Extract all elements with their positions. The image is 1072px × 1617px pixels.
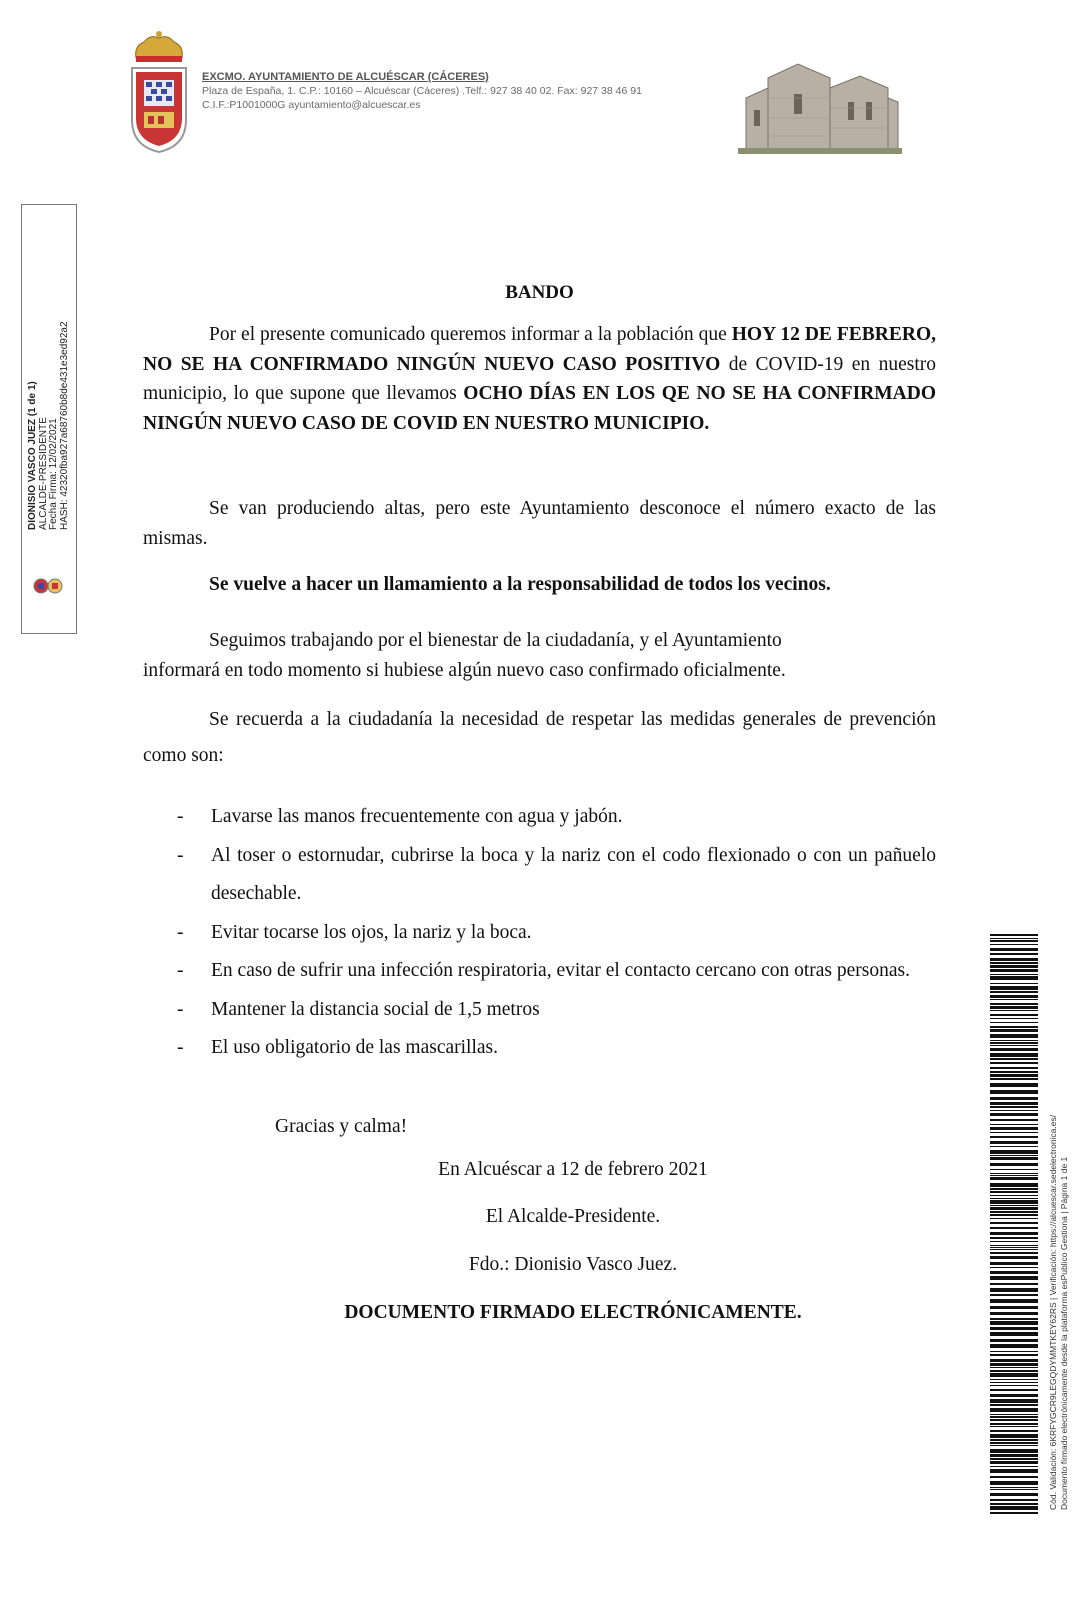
place-and-date: En Alcuéscar a 12 de febrero 2021 (438, 1159, 708, 1180)
barcode-bar (990, 1200, 1038, 1204)
barcode-bar (990, 1071, 1038, 1073)
barcode-bar (990, 1146, 1038, 1147)
barcode-bar (990, 1102, 1038, 1105)
barcode-bar (990, 1423, 1038, 1425)
list-item: - En caso de sufrir una infección respiratoria, evitar el contacto cercano con otras personas. (177, 960, 910, 981)
barcode-bar (990, 1294, 1038, 1296)
seal-icon (31, 575, 65, 597)
barcode-bar (990, 1245, 1038, 1246)
barcode-bar (990, 948, 1038, 951)
barcode-bar (990, 1191, 1038, 1193)
barcode-bar (990, 1419, 1038, 1421)
signer-signature: Fdo.: Dionisio Vasco Juez. (468, 1254, 678, 1275)
signature-date: Fecha Firma: 12/02/2021 (48, 418, 59, 530)
paragraph-4: Seguimos trabajando por el bienestar de la ciudadanía, y el Ayuntamiento informará en todo momento si hubiese algún nuevo caso confirmado oficialmente. (143, 630, 786, 681)
barcode-bar (990, 969, 1038, 972)
barcode-bar (990, 1232, 1038, 1235)
barcode-bar (990, 999, 1038, 1000)
barcode-bar (990, 1318, 1038, 1320)
barcode-bar (990, 1014, 1038, 1016)
barcode-bar (990, 1029, 1038, 1032)
barcode-bar (990, 1445, 1038, 1446)
barcode-bar (990, 1132, 1038, 1133)
barcode-bar (990, 1010, 1038, 1011)
organization-name: EXCMO. AYUNTAMIENTO DE ALCUÉSCAR (CÁCERES) (202, 71, 489, 83)
barcode-bar (990, 1430, 1038, 1432)
document-title: BANDO (505, 282, 574, 303)
barcode-bar (990, 1106, 1038, 1108)
barcode-bar (990, 1124, 1038, 1125)
barcode-bar (990, 1183, 1038, 1187)
barcode-bar (990, 1469, 1038, 1473)
signer-position: El Alcalde-Presidente. (485, 1206, 661, 1227)
barcode-bar (990, 1288, 1038, 1292)
barcode-bar (990, 1207, 1038, 1210)
barcode-bar (990, 1022, 1038, 1023)
barcode-bar (990, 1188, 1038, 1190)
barcode-bar (990, 1489, 1038, 1490)
barcode-bar (990, 1097, 1038, 1100)
verification-text: Cód. Validación: 6KRFYGCR9LEGQDYMMTKEY62RS | Verificación: https://alcuescar.sedelectronica.es/ Documento firmado electrónicamente desde la plataforma esPublico Gestiona | Página 1 de 1 (1048, 1114, 1069, 1510)
barcode-bar (990, 953, 1038, 955)
barcode-bar (990, 1175, 1038, 1176)
barcode-bar (990, 1487, 1038, 1488)
barcode-bar (990, 986, 1038, 990)
barcode-bar (990, 1222, 1038, 1224)
barcode-bar (990, 1389, 1038, 1391)
barcode-bar (990, 1006, 1038, 1009)
barcode-bar (990, 1367, 1038, 1368)
organization-contact: C.I.F.:P1001000G ayuntamiento@alcuescar.es (202, 99, 421, 111)
barcode-bar (990, 1339, 1038, 1342)
barcode-bar (990, 1414, 1038, 1415)
barcode-bar (990, 1499, 1038, 1501)
list-item: - Al toser o estornudar, cubrirse la boca y la nariz con el codo flexionado o con un pañuelo desechable. (177, 844, 936, 904)
list-item: - Mantener la distancia social de 1,5 metros (177, 998, 540, 1020)
barcode-bar (990, 1157, 1038, 1160)
barcode-bar (990, 1110, 1038, 1111)
barcode-bar (990, 1394, 1038, 1397)
barcode-bar (990, 962, 1038, 964)
barcode-bar (990, 1198, 1038, 1199)
barcode-bar (990, 1382, 1038, 1383)
barcode-bar (990, 1354, 1038, 1356)
barcode-bar (990, 1267, 1038, 1268)
barcode-bar (990, 1439, 1038, 1441)
barcode-bar (990, 1127, 1038, 1130)
barcode-bar (990, 1034, 1038, 1038)
barcode-bar (990, 1042, 1038, 1044)
barcode-bar (990, 1018, 1038, 1019)
barcode-bar (990, 983, 1038, 984)
barcode-bar (990, 1048, 1038, 1051)
barcode-bar (990, 1283, 1038, 1285)
barcode-bar (990, 1461, 1038, 1464)
barcode-bar (990, 1404, 1038, 1406)
barcode-bar (990, 974, 1038, 975)
barcode-bar (990, 934, 1038, 936)
barcode-bar (990, 1218, 1038, 1219)
barcode-bar (990, 1363, 1038, 1366)
barcode-bar (990, 1026, 1038, 1028)
barcode-bar (990, 1332, 1038, 1336)
barcode-bar (990, 1241, 1038, 1242)
barcode-bar (990, 1083, 1038, 1087)
municipal-coat-of-arms (124, 28, 194, 154)
barcode-bar (990, 1276, 1038, 1280)
barcode-bar (990, 1454, 1038, 1457)
digital-signature-panel (21, 204, 77, 634)
barcode-bar (990, 995, 1038, 998)
barcode-bar (990, 1481, 1038, 1485)
barcode-bar (990, 1312, 1038, 1315)
barcode-bar (990, 1512, 1038, 1514)
signature-hash: HASH: 42320fba927a68760b8de431e3ed92a2 (58, 321, 70, 530)
barcode-bar (990, 1247, 1038, 1248)
barcode-bar (990, 1408, 1038, 1412)
electronic-signature-notice: DOCUMENTO FIRMADO ELECTRÓNICAMENTE. (344, 1302, 802, 1323)
barcode-bar (990, 1370, 1038, 1372)
barcode-bar (990, 1163, 1038, 1166)
barcode-bar (990, 1271, 1038, 1274)
list-item: - El uso obligatorio de las mascarillas. (177, 1037, 499, 1058)
barcode-bar (990, 1237, 1038, 1239)
barcode-bar (990, 958, 1038, 961)
paragraph-5: Se recuerda a la ciudadanía la necesidad de respetar las medidas generales de prevención como son: (143, 709, 936, 766)
barcode-bar (990, 976, 1038, 980)
prevention-measures-list (143, 798, 936, 1068)
barcode-bar (990, 1150, 1038, 1154)
signer-name: DIONISIO VASCO JUEZ (1 de 1) (27, 381, 38, 530)
barcode-bar (990, 1256, 1038, 1259)
barcode-bar (990, 1252, 1038, 1254)
barcode-bar (990, 1067, 1038, 1069)
barcode-bar (990, 1195, 1038, 1196)
closing-thanks: Gracias y calma! (275, 1116, 408, 1137)
barcode-bar (990, 1141, 1038, 1144)
barcode-bar (990, 1503, 1038, 1505)
verification-barcode (990, 934, 1038, 1514)
paragraph-2: Se van produciendo altas, pero este Ayuntamiento desconoce el número exacto de las mismas. (143, 498, 936, 549)
barcode-bar (990, 1351, 1038, 1352)
barcode-bar (990, 1249, 1038, 1250)
barcode-bar (990, 1416, 1038, 1418)
barcode-bar (990, 1155, 1038, 1156)
barcode-bar (990, 1373, 1038, 1377)
barcode-bar (990, 1003, 1038, 1005)
barcode-bar (990, 1211, 1038, 1213)
barcode-bar (990, 1262, 1038, 1265)
barcode-bar (990, 1053, 1038, 1057)
barcode-bar (990, 1327, 1038, 1330)
barcode-bar (990, 1359, 1038, 1362)
paragraph-1: Por el presente comunicado queremos informar a la población que HOY 12 DE FEBRERO, NO SE HA CONFIRMADO NINGÚN NUEVO CASO POSITIVO de COVID-19 en nuestro municipio, lo que supone que llevamos OCHO DÍAS EN LOS QE NO SE HA CONFIRMADO NINGÚN NUEVO CASO DE COVID EN NUESTRO MUNICIPIO. (143, 324, 936, 434)
barcode-bar (990, 1344, 1038, 1348)
barcode-bar (990, 940, 1038, 942)
signer-role: ALCALDE-PRESIDENTE (37, 417, 49, 530)
barcode-bar (990, 1458, 1038, 1460)
barcode-bar (990, 1062, 1038, 1064)
barcode-bar (990, 1078, 1038, 1080)
barcode-bar (990, 1177, 1038, 1180)
church-illustration (738, 58, 902, 154)
barcode-bar (990, 1169, 1038, 1170)
letterhead (202, 70, 642, 112)
barcode-bar (990, 1113, 1038, 1116)
barcode-bar (990, 1385, 1038, 1386)
barcode-bar (990, 1399, 1038, 1403)
barcode-bar (990, 1045, 1038, 1046)
barcode-bar (990, 1426, 1038, 1427)
barcode-bar (990, 1119, 1038, 1121)
barcode-bar (990, 1136, 1038, 1138)
barcode-bar (990, 1040, 1038, 1041)
barcode-bar (990, 938, 1038, 939)
barcode-bar (990, 1074, 1038, 1077)
barcode-bar (990, 1321, 1038, 1325)
barcode-bar (990, 1449, 1038, 1453)
barcode-bar (990, 1306, 1038, 1309)
barcode-bar (990, 1493, 1038, 1496)
barcode-bar (990, 1214, 1038, 1216)
barcode-bar (990, 944, 1038, 945)
barcode-bar (990, 1090, 1038, 1094)
barcode-bar (990, 1466, 1038, 1467)
list-item: - Lavarse las manos frecuentemente con agua y jabón. (177, 806, 623, 827)
barcode-bar (990, 1442, 1038, 1444)
barcode-bar (990, 991, 1038, 993)
organization-address: Plaza de España, 1. C.P.: 10160 – Alcuéscar (Cáceres) .Telf.: 927 38 40 02. Fax: 927 38 46 91 (202, 85, 642, 97)
list-item: - Evitar tocarse los ojos, la nariz y la boca. (177, 921, 532, 943)
barcode-bar (990, 1227, 1038, 1229)
barcode-bar (990, 1058, 1038, 1060)
barcode-bar (990, 1299, 1038, 1303)
paragraph-3: Se vuelve a hacer un llamamiento a la responsabilidad de todos los vecinos. (209, 574, 831, 595)
barcode-bar (990, 965, 1038, 968)
barcode-bar (990, 1434, 1038, 1438)
barcode-bar (990, 1476, 1038, 1478)
barcode-bar (990, 1173, 1038, 1174)
barcode-bar (990, 1205, 1038, 1206)
barcode-bar (990, 1506, 1038, 1510)
signature-info (22, 205, 78, 535)
barcode-bar (990, 1379, 1038, 1380)
